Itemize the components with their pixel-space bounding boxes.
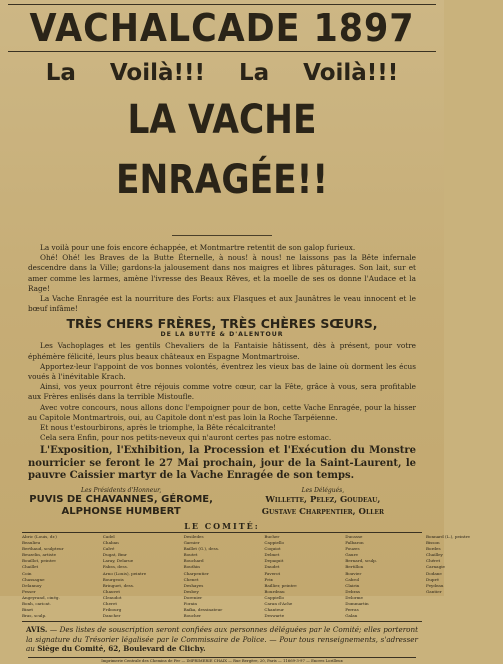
committee-member: Dommartin [345, 600, 369, 606]
committee-member: Gantier [425, 588, 442, 594]
committee-member: Cabrol [345, 576, 360, 582]
committee-member: Caran d'Ache [264, 600, 293, 606]
committee-member: Chauvet [102, 588, 121, 594]
committee-member: Chaban [102, 540, 119, 546]
body-paragraph-1: Les Vachoplages et les gentils Chevaliers de la Fantaisie hâtissent, dès à présent, pour votre éphémère félicité, leurs plus beaux châteaux en Espagne Montmartroise. [28, 341, 416, 361]
signatories [28, 487, 416, 518]
body-paragraph-2: Apportez-leur l'appoint de vos bonnes volontés, éventrez les vieux bas de laine où dorment les écus voués à l'inévitable Krach. [28, 361, 416, 382]
committee-member: Bucher [264, 533, 280, 539]
committee-member: Bouthin [183, 564, 200, 570]
honorary-presidents [28, 487, 214, 518]
body-paragraph-3: Ainsi, vos yeux pourront être réjouis comme votre cœur, car la Fête, grâce à vous, sera profitable aux Frères enlisés dans la terrible Mistoufle. [28, 382, 416, 402]
committee-member: Chailley [425, 552, 443, 558]
committee-member: Beaulieu [22, 540, 41, 546]
delegate-name: Gustave Charpentier, Oller [261, 506, 384, 517]
committee-member: Bordes [425, 546, 441, 552]
committee-member: Faverot [264, 570, 281, 576]
title-rule [8, 51, 436, 52]
committee-member: Daudet [264, 564, 280, 570]
delegates-label: Les Délégués, [301, 486, 345, 494]
committee-member: Laray, Delarue [102, 558, 134, 564]
committee-member: Bonnard (L.), peintre [425, 533, 470, 539]
honor-name: ALPHONSE HUMBERT [61, 505, 181, 517]
committee-member: Bouchard [183, 558, 204, 564]
committee-member: Bonh, caricat. [22, 600, 52, 606]
intro-paragraph-2: Ohé! Ohé! les Braves de la Butte Éternelle, à nous! à nous! ne laissons pas la Bête infernale descendre dans la Ville; gardons-la jalousement dans nos maigres et libres pâturages. Son lait, sur et amer comme les larmes, amène l'ivresse des Beaux Rêves, et la moelle de ses os donne l'Audace et la Rage! [28, 253, 416, 293]
committee-member: Bouvier [345, 570, 362, 576]
committee-member: Coquiot [264, 546, 281, 552]
committee-member: Delmet [264, 552, 280, 558]
body-paragraph-4: Avec votre concours, nous allons donc l'empoigner pour de bon, cette Vache Enragée, pour la hisser au Capitole Montmartrois, oui, au Capitole dont n'est pas loin la Roche Tarpéienne. [28, 402, 416, 422]
body-paragraph-6: Cela sera Enfin, pour nos petits-neveux qui n'auront certes pas notre estomac. [40, 433, 332, 443]
committee-member: Chanteur [264, 607, 284, 613]
committee-member: Dupré [425, 576, 439, 582]
committee-member: Dancher [102, 613, 121, 619]
intro-paragraph-3: La Vache Enragée est la nourriture des Forts: aux Flasques et aux Jaunâtres le veau innocent et le bœuf infâme! [28, 294, 416, 314]
committee-member: Baïka, dessinateur [183, 607, 223, 613]
delegates [230, 487, 416, 518]
committee-member: Coin [22, 570, 32, 576]
notice-lead: AVIS. [26, 624, 48, 634]
committee-member: Fesser [22, 588, 36, 594]
committee-member: Garnier [183, 540, 200, 546]
committee-member: Cadel [102, 533, 115, 539]
committee-member: Boutet [183, 552, 198, 558]
committee-member: Dodane [425, 570, 442, 576]
committee-member: Fouzes [345, 546, 360, 552]
committee-member: Frix [264, 576, 273, 582]
committee-member: Carnagie [425, 564, 445, 570]
committee-member: Clairin [345, 582, 360, 588]
committee-member: Chéret [425, 558, 441, 564]
committee-member: Fribourg [102, 607, 122, 613]
honor-label: Les Présidents d'Honneur, [81, 486, 162, 494]
committee-member: Cheret [102, 600, 118, 606]
committee-member: Deswarte [264, 613, 285, 619]
committee-member: Ferras [345, 607, 359, 613]
committee-member: Beuzelin, artiste [22, 552, 57, 558]
committee-member: Dugat, Bmr [102, 552, 127, 558]
committee-member: Chassagne [22, 576, 45, 582]
committee-member: Depaquit [264, 558, 284, 564]
committee-member: Calvé [102, 546, 115, 552]
intro-paragraph-1: La voilà pour une fois encore échappée, et Montmartre retentit de son galop furieux. [40, 243, 356, 252]
committee-list [22, 532, 470, 622]
committee-member: Delorme [345, 594, 363, 600]
printer-footer: Imprimerie Centrale des Chemins de Fer — IMPRIMERIE CHAIX — Rue Bergère, 20, Paris — 11669-3-97 — Encres Lorilleux [28, 657, 416, 664]
committee-member: Bertillon [345, 564, 364, 570]
committee-member: Galan [345, 613, 358, 619]
committee-member: Ducasse [345, 533, 363, 539]
committee-member: Cappiello [264, 540, 285, 546]
voila-line: La Voilà!!! La Voilà!!! [45, 60, 399, 86]
committee-member: Bouillot, peintre [22, 558, 56, 564]
committee-member: Dorenier [183, 594, 203, 600]
committee-heading: LE COMITÉ: [184, 520, 260, 531]
committee-member: Debras [345, 588, 361, 594]
committee-member: Abric (Louis, dr.) [22, 533, 57, 539]
committee-member: Binet [22, 607, 34, 613]
delegate-name: Willette, Pelez, Goudeau, [265, 494, 381, 505]
section-subheading: DE LA BUTTE & D'ALENTOUR [160, 331, 284, 339]
vache-headline: LA VACHE ENRAGÉE!! [115, 97, 329, 203]
event-announcement: L'Exposition, l'Exhibition, la Procession et l'Exécution du Monstre nourricier se feront le 27 Mai prochain, jour de la Saint-Laurent, le pauvre Caissier martyr de la Vache Enragée de son temps. [28, 445, 416, 482]
committee-member: Arno (Louis), peintre [102, 570, 147, 576]
committee-member: Baillier, peintre [264, 582, 297, 588]
ornament-divider [8, 232, 436, 239]
notice [26, 625, 418, 654]
committee-member: Bras, sculp. [22, 613, 47, 619]
committee-member: Forain [183, 600, 198, 606]
committee-member: Deshayes [183, 582, 204, 588]
notice-seat: Siège du Comité, 62, Boulevard de Clichy. [37, 644, 206, 654]
committee-member: Charpentier [183, 570, 209, 576]
committee-member: Baillet (G.), dess. [183, 546, 220, 552]
committee-member: Bisson [425, 540, 440, 546]
committee-member: Cleaudot [102, 594, 122, 600]
committee-member: Berthaud, sculpteur [22, 546, 64, 552]
committee-member: Bourgeois [102, 576, 124, 582]
committee-member: Chenet [183, 576, 199, 582]
committee-member: Boucher [183, 613, 202, 619]
committee-member: Chaillet [22, 564, 39, 570]
committee-member: Desiledes [183, 533, 204, 539]
committee-member: Cappiello [264, 594, 285, 600]
committee-member: Angeyrand, cinég. [22, 594, 60, 600]
committee-member: Bourdeau [264, 588, 285, 594]
poster-title: VACHALCADE 1897 [29, 6, 415, 50]
committee-member: Feydeau [425, 582, 444, 588]
committee-member: Bernard, sculp. [345, 558, 378, 564]
committee-member: Bringuet, dess. [102, 582, 135, 588]
committee-member: Falbaron [345, 540, 364, 546]
notice-text: — Des listes de souscription seront confiées aux personnes déléguées par le Comité; elles porteront la signature du Trésorier légalisée par le Commissaire de Police. — Pour tous renseignements, s'adresser au [26, 624, 418, 654]
committee-member: Desbey [183, 588, 199, 594]
committee-member: Gaure [345, 552, 358, 558]
honor-name: PUVIS DE CHAVANNES, GÉROME, [29, 493, 213, 505]
committee-member: Delannoy [22, 582, 42, 588]
body-paragraph-5: Et nous t'estourbirons, après le triomphe, la Bête récalcitrante! [40, 423, 277, 433]
section-heading: TRÈS CHERS FRÈRES, TRÈS CHÈRES SŒURS, [66, 316, 378, 332]
committee-member: Fabra, dess. [102, 564, 128, 570]
